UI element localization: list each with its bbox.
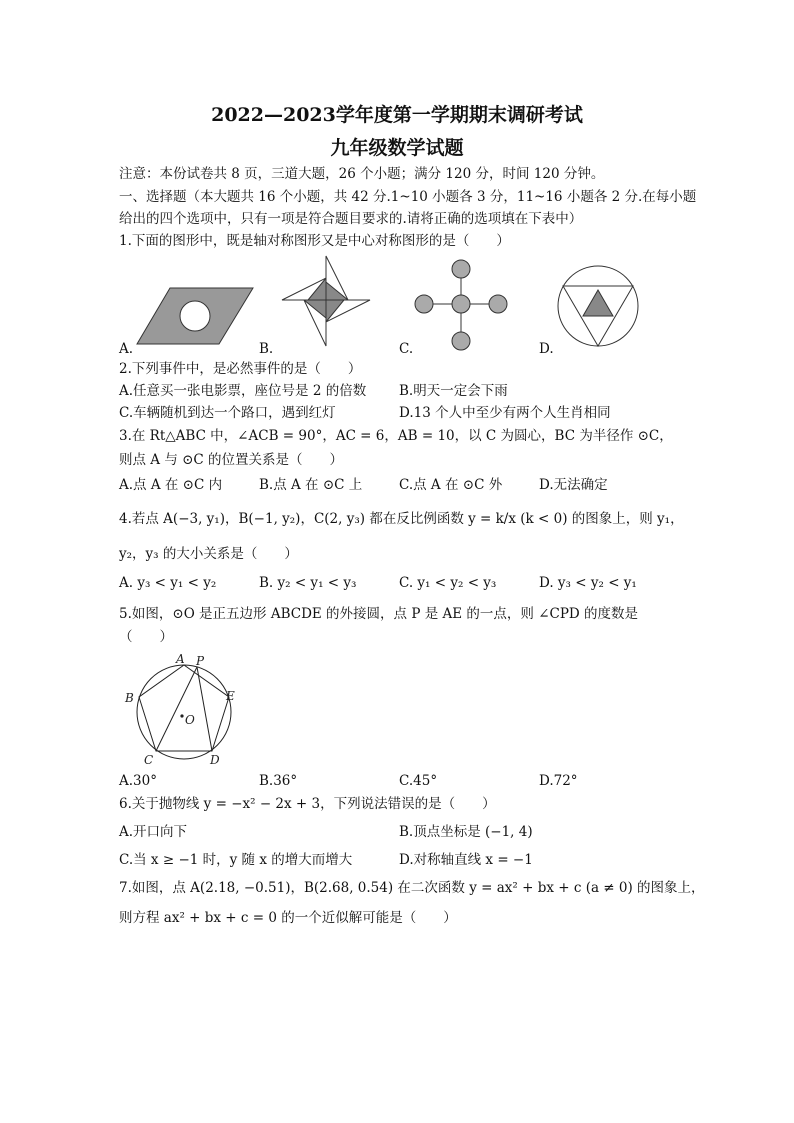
q3-stem-line2: 则点 A 与 ⊙C 的位置关系是（ ） [119, 452, 344, 468]
exam-subtitle: 九年级数学试题 [330, 137, 464, 159]
q1-option-c[interactable]: C. [399, 341, 414, 357]
q5-label-p: P [196, 654, 205, 668]
q5-option-d[interactable]: D.72° [539, 773, 578, 789]
q2-option-a[interactable]: A.任意买一张电影票，座位号是 2 的倍数 [119, 383, 367, 399]
q1-figure-b-pinwheel [268, 252, 388, 352]
q2-stem: 2.下列事件中，是必然事件的是（ ） [119, 361, 362, 377]
q2-option-c[interactable]: C.车辆随机到达一个路口，遇到红灯 [119, 405, 336, 421]
q7-stem-line2: 则方程 ax² + bx + c = 0 的一个近似解可能是（ ） [119, 910, 457, 926]
q5-label-a: A [176, 652, 185, 666]
q1-option-d[interactable]: D. [539, 341, 554, 357]
q5-pentagon-circle-figure [118, 650, 248, 768]
q5-label-c: C [144, 753, 154, 767]
q4-option-a[interactable]: A. y₃ < y₁ < y₂ [119, 575, 217, 591]
q7-stem-line1: 7.如图，点 A(2.18, −0.51)，B(2.68, 0.54) 在二次函数 y = ax² + bx + c (a ≠ 0) 的图象上， [119, 880, 705, 896]
q4-stem-line2: y₂，y₃ 的大小关系是（ ） [119, 546, 298, 562]
q3-option-d[interactable]: D.无法确定 [539, 477, 608, 493]
q3-stem-line1: 3.在 Rt△ABC 中，∠ACB = 90°，AC = 6，AB = 10，以 C 为圆心，BC 为半径作 ⊙C， [119, 428, 673, 444]
q5-option-c[interactable]: C.45° [399, 773, 438, 789]
q3-option-b[interactable]: B.点 A 在 ⊙C 上 [259, 477, 363, 493]
q1-figure-c-cross-circles [410, 256, 514, 352]
q5-label-d: D [210, 753, 220, 767]
q1-option-b[interactable]: B. [259, 341, 274, 357]
q1-figure-d-circle-triangle [556, 264, 640, 348]
q5-label-o: O [185, 713, 195, 727]
q5-stem-line1: 5.如图，⊙O 是正五边形 ABCDE 的外接圆，点 P 是 AE 的一点，则 ∠CPD 的度数是 [119, 606, 639, 622]
q6-option-a[interactable]: A.开口向下 [119, 824, 188, 840]
q1-option-a[interactable]: A. [119, 341, 134, 357]
q5-label-b: B [125, 691, 134, 705]
q6-option-b[interactable]: B.顶点坐标是 (−1, 4) [399, 824, 533, 840]
q5-label-e: E [226, 689, 235, 703]
q5-option-b[interactable]: B.36° [259, 773, 298, 789]
section-heading-line2: 给出的四个选项中，只有一项是符合题目要求的.请将正确的选项填在下表中） [119, 211, 583, 227]
q6-option-d[interactable]: D.对称轴直线 x = −1 [399, 852, 533, 868]
q3-option-c[interactable]: C.点 A 在 ⊙C 外 [399, 477, 503, 493]
exam-title: 2022—2023学年度第一学期期末调研考试 [211, 104, 583, 126]
q5-stem-line2: （ ） [119, 629, 173, 645]
q2-option-d[interactable]: D.13 个人中至少有两个人生肖相同 [399, 405, 611, 421]
q5-option-a[interactable]: A.30° [119, 773, 157, 789]
q6-option-c[interactable]: C.当 x ≥ −1 时，y 随 x 的增大而增大 [119, 852, 353, 868]
q4-option-b[interactable]: B. y₂ < y₁ < y₃ [259, 575, 357, 591]
q1-figure-a-parallelogram [135, 286, 255, 348]
q4-option-d[interactable]: D. y₃ < y₂ < y₁ [539, 575, 637, 591]
q6-stem: 6.关于抛物线 y = −x² − 2x + 3，下列说法错误的是（ ） [119, 796, 496, 812]
q3-option-a[interactable]: A.点 A 在 ⊙C 内 [119, 477, 223, 493]
q1-stem: 1.下面的图形中，既是轴对称图形又是中心对称图形的是（ ） [119, 233, 510, 249]
exam-notice: 注意：本份试卷共 8 页，三道大题，26 个小题；满分 120 分，时间 120 分钟。 [119, 166, 605, 182]
section-heading-line1: 一、选择题（本大题共 16 个小题，共 42 分.1~10 小题各 3 分，11~16 小题各 2 分.在每小题 [119, 189, 697, 205]
q4-option-c[interactable]: C. y₁ < y₂ < y₃ [399, 575, 497, 591]
q2-option-b[interactable]: B.明天一定会下雨 [399, 383, 508, 399]
q4-stem-line1: 4.若点 A(−3, y₁)，B(−1, y₂)，C(2, y₃) 都在反比例函数 y = k/x (k < 0) 的图象上，则 y₁， [119, 511, 684, 527]
